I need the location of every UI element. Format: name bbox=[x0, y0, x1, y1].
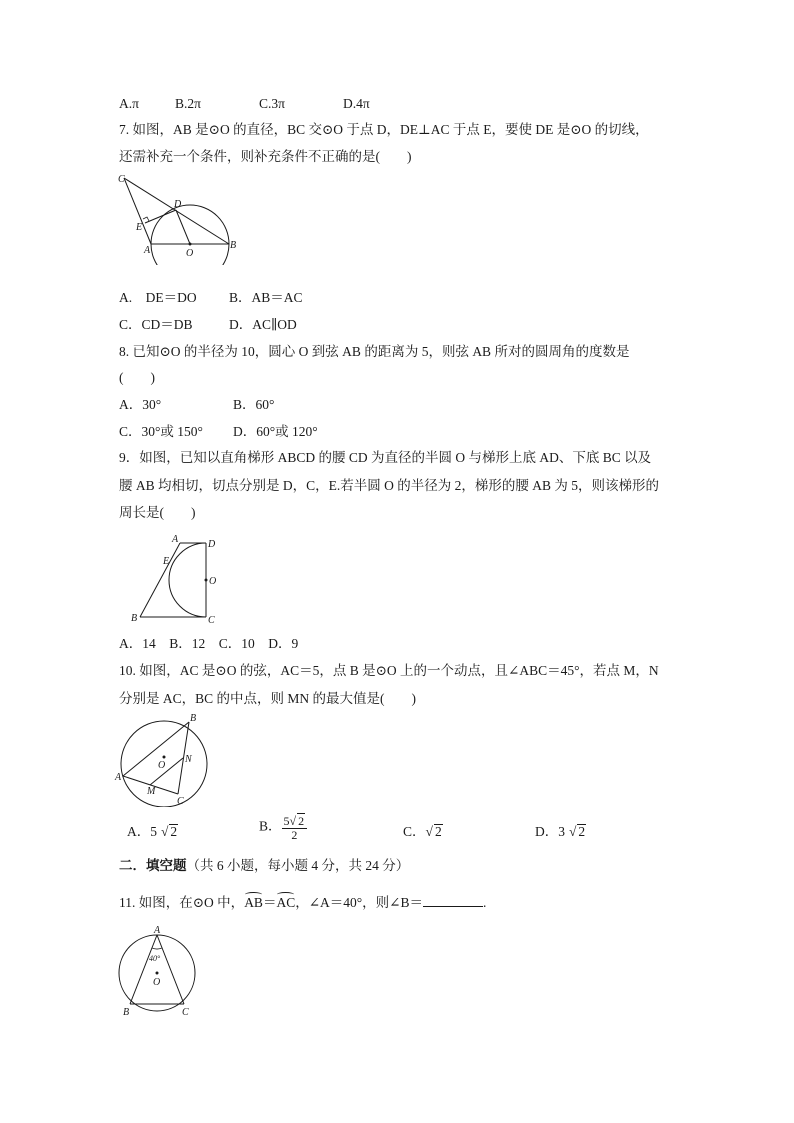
q7-figure bbox=[114, 170, 244, 270]
q10-stem-line2: 分别是 AC，BC 的中点，则 MN 的最大值是( ) bbox=[119, 691, 417, 706]
q10-option-b-denominator: 2 bbox=[291, 828, 298, 842]
q10-label-m: M bbox=[147, 786, 156, 797]
q11-arc-ac: AC bbox=[276, 895, 296, 910]
q10-stem-line1: 10. 如图，AC 是⊙O 的弦，AC＝5，点 B 是⊙O 上的一个动点，且∠ABC＝45°，若点 M，N bbox=[119, 663, 659, 678]
q9-label-d: D bbox=[208, 539, 216, 550]
q9-label-c: C bbox=[208, 615, 215, 626]
q10-option-b-prefix: B． bbox=[259, 818, 282, 834]
q8-option-c: C．30°或 150° bbox=[119, 424, 203, 439]
q9-figure bbox=[124, 532, 224, 633]
q11-label-a: A bbox=[154, 925, 161, 936]
q10-label-c: C bbox=[177, 796, 184, 807]
q7-label-d: D bbox=[174, 199, 182, 210]
q11-arc-ab: AB bbox=[244, 895, 263, 910]
q10-figure bbox=[114, 712, 224, 812]
q9-label-a: A bbox=[172, 534, 179, 545]
section2-note: （共 6 小题，每小题 4 分，共 24 分） bbox=[186, 858, 410, 873]
q6-option-d: D.4π bbox=[343, 96, 370, 111]
q6-option-a: A.π bbox=[119, 96, 139, 111]
q7-stem-line1: 7. 如图，AB 是⊙O 的直径，BC 交⊙O 于点 D，DE⊥AC 于点 E，要使 DE 是⊙O 的切线， bbox=[119, 122, 649, 137]
q9-stem-line3: 周长是( ) bbox=[119, 505, 196, 520]
q10-label-o: O bbox=[158, 760, 166, 771]
q11-end: . bbox=[483, 895, 487, 910]
q7-label-b: B bbox=[230, 240, 237, 251]
q9-label-b: B bbox=[131, 613, 138, 624]
q8-option-a: A．30° bbox=[119, 397, 162, 412]
q10-option-a-radicand: 2 bbox=[170, 824, 178, 839]
q9-stem-line1: 9．如图，已知以直角梯形 ABCD 的腰 CD 为直径的半圆 O 与梯形上底 AD、下底 BC 以及 bbox=[119, 450, 652, 465]
q7-option-c: C．CD＝DB bbox=[119, 317, 193, 332]
q10-option-b-radicand: 2 bbox=[298, 814, 305, 828]
q7-label-a: A bbox=[144, 245, 151, 256]
q11-label-angle: 40° bbox=[149, 954, 161, 963]
q10-option-b: B． $\frac{5√ 2}{2}$ bbox=[259, 813, 307, 842]
q9-label-o: O bbox=[209, 576, 217, 587]
q8-option-b: B．60° bbox=[233, 397, 275, 412]
q11-stem bbox=[119, 893, 486, 912]
q7-option-d: D．AC∥OD bbox=[229, 317, 297, 332]
q9-stem-line2: 腰 AB 均相切，切点分别是 D，C，E.若半圆 O 的半径为 2，梯形的腰 AB 为 5，则该梯形的 bbox=[119, 478, 660, 493]
q10-option-d-radicand: 2 bbox=[578, 824, 586, 839]
q10-option-d-prefix: D．3 bbox=[535, 824, 565, 839]
q10-option-c-prefix: C． bbox=[403, 824, 426, 839]
q11-equals: ＝ bbox=[262, 895, 277, 910]
q11-label-c: C bbox=[182, 1007, 189, 1018]
q10-label-a: A bbox=[115, 772, 122, 783]
q7-label-e: E bbox=[136, 222, 143, 233]
q11-rest: ，∠A＝40°，则∠B＝ bbox=[295, 895, 423, 910]
q10-label-b: B bbox=[190, 713, 197, 724]
q7-label-c: C bbox=[118, 174, 125, 185]
q11-answer-blank[interactable] bbox=[423, 893, 483, 907]
q6-option-c: C.3π bbox=[259, 96, 285, 111]
q11-label-o: O bbox=[153, 977, 161, 988]
q10-option-d: D．3 √ 2 bbox=[535, 824, 586, 839]
q6-option-b: B.2π bbox=[175, 96, 201, 111]
q7-stem-line2: 还需补充一个条件，则补充条件不正确的是( ) bbox=[119, 149, 412, 164]
q8-stem-line2: ( ) bbox=[119, 370, 155, 385]
q7-option-a: A. DE＝DO bbox=[119, 290, 197, 305]
q10-option-c-radicand: 2 bbox=[434, 824, 442, 839]
q7-label-o: O bbox=[186, 248, 194, 259]
q11-prefix: 11. 如图，在⊙O 中， bbox=[119, 895, 245, 910]
section2-title: 二．填空题 bbox=[119, 858, 187, 873]
q10-option-c: C．√ 2 bbox=[403, 824, 442, 839]
q11-label-b: B bbox=[123, 1007, 130, 1018]
q8-option-d: D．60°或 120° bbox=[233, 424, 318, 439]
q9-options: A．14 B．12 C．10 D．9 bbox=[119, 636, 299, 651]
q10-option-a: A．5 √ 2 bbox=[127, 824, 178, 839]
q9-label-e: E bbox=[163, 556, 170, 567]
q10-option-a-prefix: A．5 bbox=[127, 824, 157, 839]
q10-option-b-numerator: 5 bbox=[283, 814, 290, 828]
q8-stem-line1: 8. 已知⊙O 的半径为 10，圆心 O 到弦 AB 的距离为 5，则弦 AB 所对的圆周角的度数是 bbox=[119, 344, 630, 359]
section2-heading bbox=[119, 857, 409, 875]
q11-figure bbox=[114, 924, 204, 1025]
q7-option-b: B．AB＝AC bbox=[229, 290, 303, 305]
q10-label-n: N bbox=[185, 754, 192, 765]
